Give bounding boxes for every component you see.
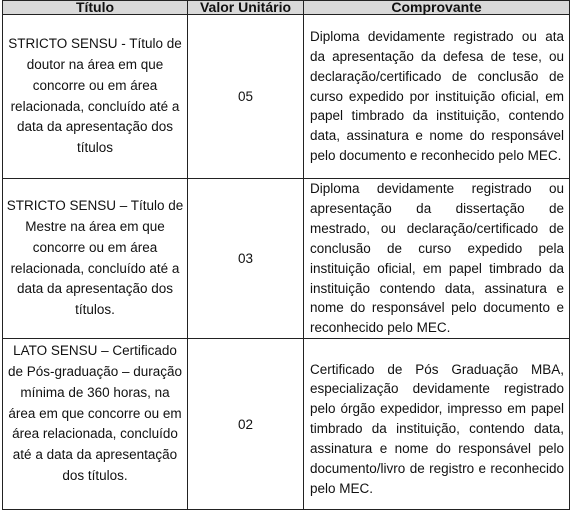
table-header-row bbox=[3, 1, 570, 15]
row-comprovante: Certificado de Pós Graduação MBA, especialização devidamente registrado pelo órgão expedidor, impresso em papel timbrado da instituição, contendo data, assinatura e nome do responsável pelo documento/livro de registro e reconhecido pelo MEC. bbox=[304, 339, 570, 510]
table-row bbox=[3, 179, 570, 339]
row-titulo: STRICTO SENSU – Título de Mestre na área em que concorre ou em área relacionada, concluído até a data da apresentação dos títulos. bbox=[3, 179, 188, 339]
header-valor-unitario: Valor Unitário bbox=[188, 1, 304, 15]
table-row bbox=[3, 339, 570, 510]
table-row bbox=[3, 15, 570, 179]
row-titulo: LATO SENSU – Certificado de Pós-graduação – duração mínima de 360 horas, na área em que concorre ou em área relacionada, concluído até a data da apresentação dos títulos. bbox=[3, 339, 188, 510]
header-titulo: Título bbox=[3, 1, 188, 15]
header-comprovante: Comprovante bbox=[304, 1, 570, 15]
titles-table bbox=[2, 0, 570, 510]
row-titulo: STRICTO SENSU - Título de doutor na área em que concorre ou em área relacionada, concluído até a data da apresentação dos títulos bbox=[3, 15, 188, 179]
row-valor: 02 bbox=[188, 339, 304, 510]
row-comprovante: Diploma devidamente registrado ou apresentação da dissertação de mestrado, ou declaração/certificado de conclusão de curso expedido pela instituição oficial, em papel timbrado da instituição contendo data, assinatura e nome do responsável pelo documento e reconhecido pelo MEC. bbox=[304, 179, 570, 339]
row-comprovante: Diploma devidamente registrado ou ata da apresentação da defesa de tese, ou declaração/certificado de conclusão de curso expedido por instituição oficial, em papel timbrado da instituição, contendo data, assinatura e nome do responsável pelo documento e reconhecido pelo MEC. bbox=[304, 15, 570, 179]
row-valor: 05 bbox=[188, 15, 304, 179]
row-valor: 03 bbox=[188, 179, 304, 339]
